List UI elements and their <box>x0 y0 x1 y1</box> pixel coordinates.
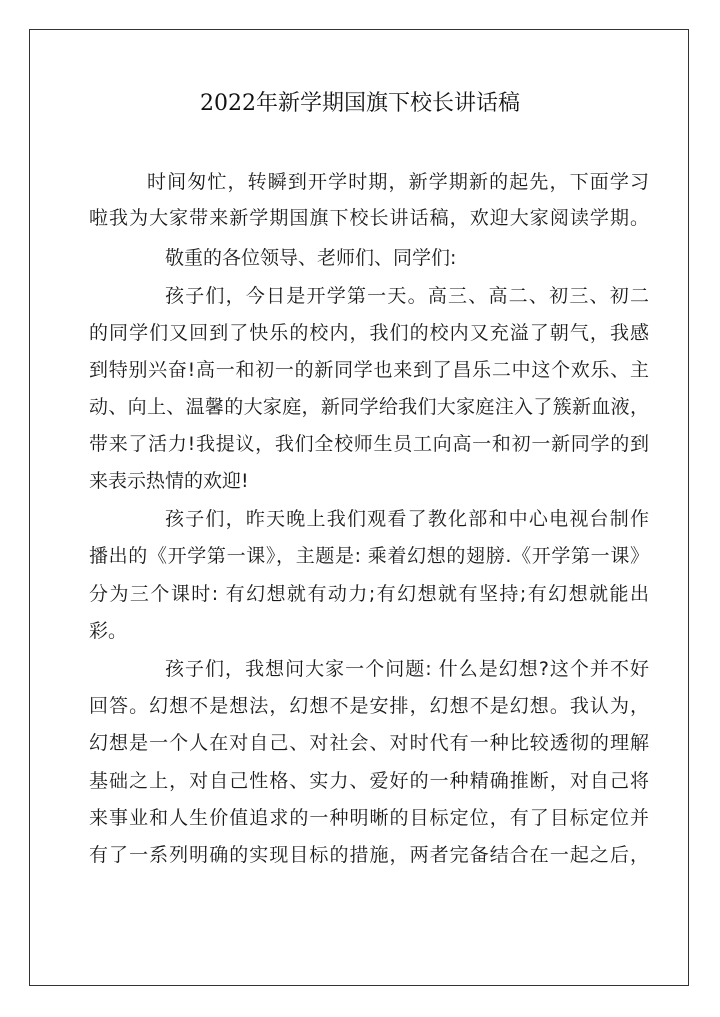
text-line: 的同学们又回到了快乐的校内，我们的校内又充溢了朝气，我感 <box>89 322 649 344</box>
text-line: 有了一系列明确的实现目标的措施，两者完备结合在一起之后， <box>89 844 649 866</box>
text-line: 到特别兴奋!高一和初一的新同学也来到了昌乐二中这个欢乐、主 <box>89 359 649 381</box>
text-line: 敬重的各位领导、老师们、同学们: <box>165 247 457 269</box>
text-line: 时间匆忙，转瞬到开学时期，新学期新的起先，下面学习 <box>147 171 649 193</box>
text-line: 带来了活力!我提议，我们全校师生员工向高一和初一新同学的到 <box>89 433 649 455</box>
text-line: 回答。幻想不是想法，幻想不是安排，幻想不是幻想。我认为， <box>89 695 649 717</box>
text-line: 分为三个课时: 有幻想就有动力;有幻想就有坚持;有幻想就能出 <box>89 583 649 605</box>
document-title: 2022年新学期国旗下校长讲话稿 <box>200 91 520 116</box>
text-line: 彩。 <box>89 620 128 642</box>
text-line: 基础之上，对自己性格、实力、爱好的一种精确推断，对自己将 <box>89 770 649 792</box>
text-line: 孩子们，今日是开学第一天。高三、高二、初三、初二 <box>165 285 649 307</box>
text-line: 孩子们，昨天晚上我们观看了教化部和中心电视台制作 <box>165 508 649 530</box>
text-line: 来事业和人生价值追求的一种明晰的目标定位，有了目标定位并 <box>89 807 649 829</box>
text-line: 幻想是一个人在对自己、对社会、对时代有一种比较透彻的理解 <box>89 732 649 754</box>
text-line: 孩子们，我想问大家一个问题: 什么是幻想?这个并不好 <box>165 658 649 680</box>
text-line: 动、向上、温馨的大家庭，新同学给我们大家庭注入了簇新血液， <box>89 396 649 418</box>
text-line: 来表示热情的欢迎! <box>89 470 249 492</box>
text-line: 播出的《开学第一课》，主题是: 乘着幻想的翅膀.《开学第一课》 <box>89 545 649 567</box>
text-line: 啦我为大家带来新学期国旗下校长讲话稿，欢迎大家阅读学期。 <box>89 207 649 229</box>
